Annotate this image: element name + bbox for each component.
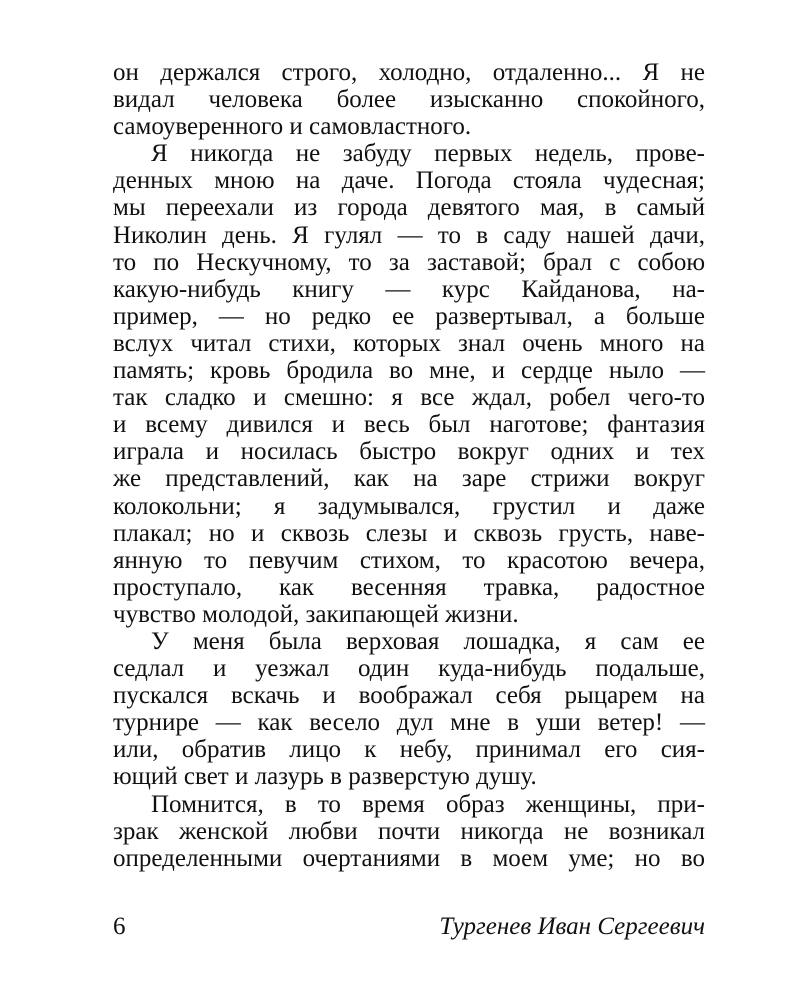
paragraph [113,59,705,140]
text-line: янную то певучим стихом, то красотою вечера, [113,546,705,574]
running-title: Тургенев Иван Сергеевич [439,913,705,940]
text-line: Николин день. Я гулял — то в саду нашей дачи, [113,221,705,249]
text-line: какую-нибудь книгу — курс Кайданова, на- [113,275,705,303]
text-line: или, обратив лицо к небу, принимал его сия- [113,736,705,764]
text-line: Помнится, в то время образ женщины, при- [151,790,705,818]
text-line: проступало, как весенняя травка, радостное [113,573,705,601]
text-line: мы переехали из города девятого мая, в самый [113,194,705,222]
text-line: пускался вскачь и воображал себя рыцарем на [113,682,705,710]
text-line: самоуверенного и самовластного. [113,113,472,141]
text-line: пример, — но редко ее развертывал, а больше [113,302,705,330]
text-line: то по Нескучному, то за заставой; брал с собою [113,248,705,276]
text-line: и всему дивился и весь был наготове; фантазия [113,411,705,439]
text-line: играла и носилась быстро вокруг одних и тех [113,438,705,466]
text-line: определенными очертаниями в моем уме; но во [113,844,705,872]
text-line: седлал и уезжал один куда-нибудь подальше, [113,655,705,683]
text-line: память; кровь бродила во мне, и сердце ныло — [113,357,705,385]
page-number: 6 [113,913,126,940]
text-line: вслух читал стихи, которых знал очень много на [113,329,705,357]
text-line: ющий свет и лазурь в разверстую душу. [113,763,537,791]
text-line: же представлений, как на заре стрижи вокруг [113,465,705,493]
paragraph [113,628,705,791]
body-text [113,59,705,872]
text-line: турнире — как весело дул мне в уши ветер! — [113,709,705,737]
text-line: плакал; но и сквозь слезы и сквозь грусть, наве- [113,519,705,547]
page-footer [113,912,705,942]
text-line: зрак женской любви почти никогда не возникал [113,817,705,845]
text-line: видал человека более изысканно спокойного, [113,86,705,114]
text-line: так сладко и смешно: я все ждал, робел чего-то [113,384,705,412]
text-line: денных мною на даче. Погода стояла чудесная; [113,167,705,195]
paragraph [113,140,705,628]
text-line: колокольни; я задумывался, грустил и даже [113,492,705,520]
text-line: У меня была верховая лошадка, я сам ее [151,627,705,655]
text-line: чувство молодой, закипающей жизни. [113,600,519,628]
text-line: он держался строго, холодно, отдаленно... Я не [113,59,705,86]
text-line: Я никогда не забуду первых недель, прове- [151,140,705,168]
paragraph [113,791,705,872]
